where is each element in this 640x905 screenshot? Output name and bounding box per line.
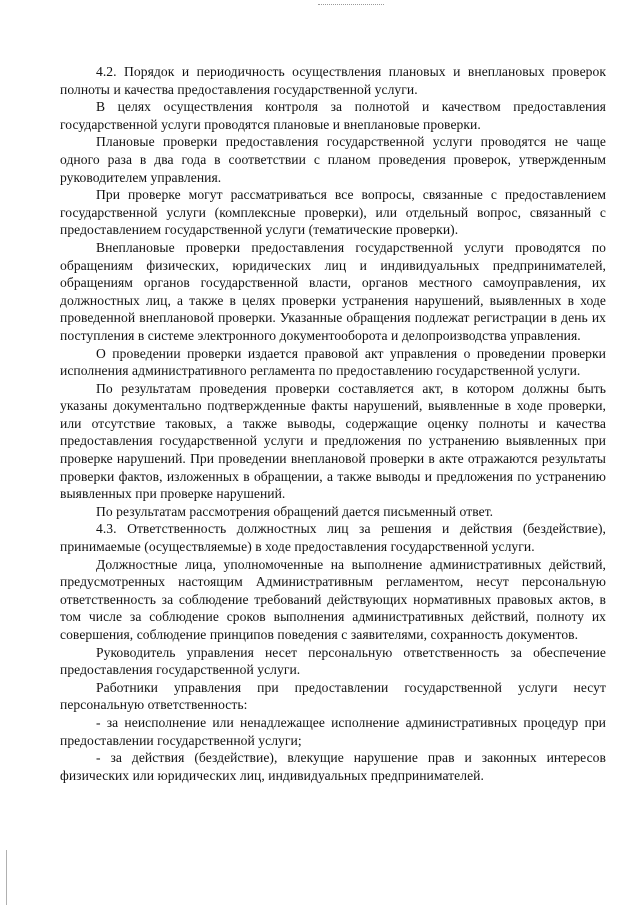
paragraph: По результатам проведения проверки составляется акт, в котором должны быть указаны документально подтвержденные факты нарушений, выявленные в ходе проверки, или отсутствие таковых, а также выводы, содержащие оценку полноты и качества предоставления государственной услуги и предложения по устранению выявленных при проверке нарушений. При проведении внеплановой проверки в акте отражаются результаты проверки фактов, изложенных в обращении, а также выводы и предложения по устранению выявленных при проверке нарушений. [60, 380, 606, 502]
paragraph: Внеплановые проверки предоставления государственной услуги проводятся по обращениям физических, юридических лиц и индивидуальных предпринимателей, обращениям органов государственной власти, органов местного самоуправления, их должностных лиц, а также в целях проверки устранения нарушений, выявленных в ходе проведенной внеплановой проверки. Указанные обращения подлежат регистрации в день их поступления в системе электронного документооборота и делопроизводства управления. [60, 239, 606, 343]
paragraph: Плановые проверки предоставления государственной услуги проводятся не чаще одного раза в два года в соответствии с планом проведения проверок, утвержденным руководителем управления. [60, 134, 606, 185]
paragraph: Работники управления при предоставлении государственной услуги несут персональную ответственность: [60, 679, 606, 713]
list-item: - за действия (бездействие), влекущие нарушение прав и законных интересов физических или юридических лиц, индивидуальных предпринимателей. [60, 750, 606, 783]
list-item: - за неисполнение или ненадлежащее исполнение административных процедур при предоставлении государственной услуги; [60, 714, 606, 748]
paragraph: Руководитель управления несет персональную ответственность за обеспечение предоставления государственной услуги. [60, 644, 606, 678]
section-heading-4-3: 4.3. Ответственность должностных лиц за решения и действия (бездействие), принимаемые (осуществляемые) в ходе предоставления государственной услуги. [60, 521, 606, 555]
scan-edge-mark [318, 4, 384, 5]
paragraph: При проверке могут рассматриваться все вопросы, связанные с предоставлением государственной услуги (комплексные проверки), или отдельный вопрос, связанный с предоставлением государственной услуги (тематические проверки). [60, 187, 606, 238]
paragraph: В целях осуществления контроля за полнотой и качеством предоставления государственной услуги проводятся плановые и внеплановые проверки. [60, 99, 606, 132]
paragraph: О проведении проверки издается правовой акт управления о проведении проверки исполнения административного регламента по предоставлению государственной услуги. [60, 345, 606, 379]
paragraph: Должностные лица, уполномоченные на выполнение административных действий, предусмотренных настоящим Административным регламентом, несут персональную ответственность за соблюдение требований действующих нормативных правовых актов, в том числе за соблюдение сроков выполнения административных действий, полноту их совершения, соблюдение принципов поведения с заявителями, сохранность документов. [60, 556, 606, 642]
paragraph: По результатам рассмотрения обращений дается письменный ответ. [96, 503, 494, 519]
scan-edge-mark [6, 850, 7, 905]
section-heading-4-2: 4.2. Порядок и периодичность осуществления плановых и внеплановых проверок полноты и качества предоставления государственной услуги. [60, 64, 606, 97]
document-body [60, 63, 606, 784]
